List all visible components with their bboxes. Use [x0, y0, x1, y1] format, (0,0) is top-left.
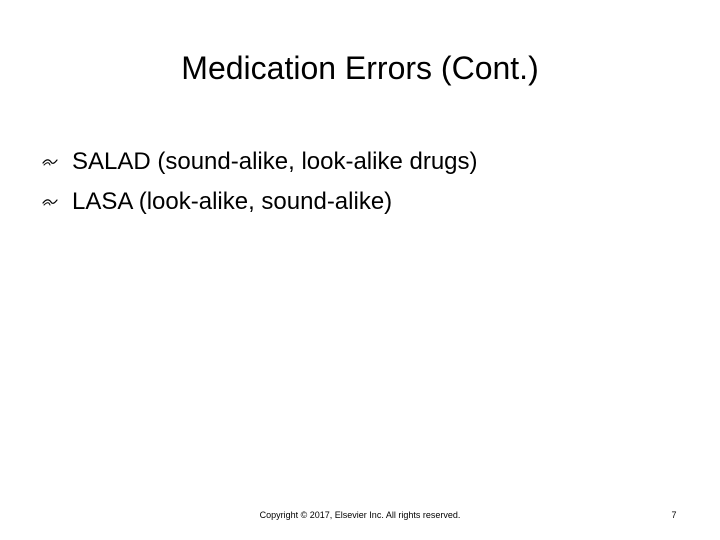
list-item [42, 182, 478, 222]
page-number: 7 [671, 510, 677, 520]
slide-title: Medication Errors (Cont.) [181, 50, 539, 86]
bullet-icon [42, 156, 72, 168]
bullet-list [42, 142, 478, 222]
bullet-icon [42, 196, 72, 208]
bullet-text: LASA (look-alike, sound-alike) [72, 188, 393, 215]
copyright-footer: Copyright © 2017, Elsevier Inc. All rights reserved. [259, 510, 461, 520]
list-item [42, 142, 478, 182]
bullet-text: SALAD (sound-alike, look-alike drugs) [72, 148, 478, 175]
